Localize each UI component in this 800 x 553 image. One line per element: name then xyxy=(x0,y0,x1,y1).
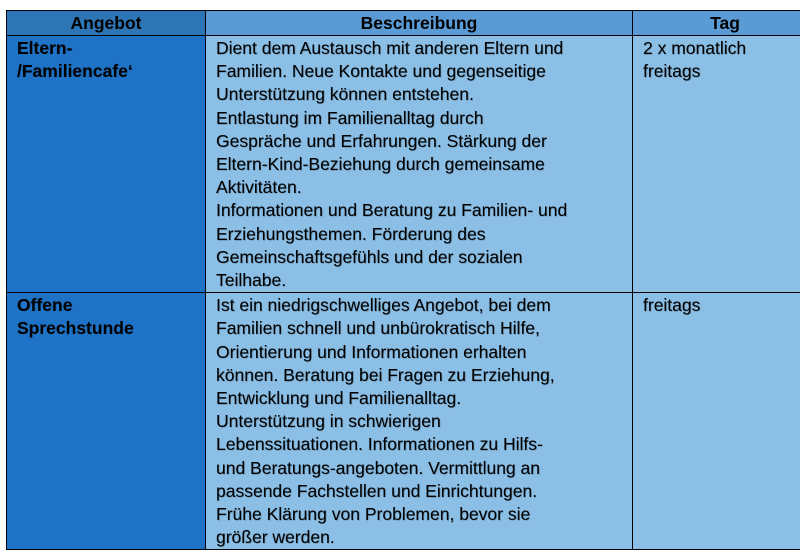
header-beschreibung: Beschreibung xyxy=(206,11,633,36)
description-line: Aktivitäten. xyxy=(216,177,302,198)
description-line: größer werden. xyxy=(216,527,335,548)
description-line: Entwicklung und Familienalltag. xyxy=(216,388,462,409)
header-tag: Tag xyxy=(633,11,800,36)
offer-day xyxy=(633,293,800,550)
offer-name xyxy=(7,36,206,293)
description-line: können. Beratung bei Fragen zu Erziehung, xyxy=(216,364,555,385)
offer-description xyxy=(206,293,633,550)
description-line: und Beratungs-angeboten. Vermittlung an xyxy=(216,457,540,478)
description-line: Gemeinschaftsgefühls und der sozialen xyxy=(216,246,523,267)
description-line: Orientierung und Informationen erhalten xyxy=(216,341,527,362)
header-row xyxy=(7,11,800,36)
description-line: Eltern-Kind-Beziehung durch gemeinsame xyxy=(216,154,545,175)
day-line: 2 x monatlich xyxy=(643,38,747,58)
description-line: Gespräche und Erfahrungen. Stärkung der xyxy=(216,130,547,151)
offer-name-line: Sprechstunde xyxy=(17,318,134,339)
description-line: Unterstützung können entstehen. xyxy=(216,84,474,105)
offers-table xyxy=(6,10,800,550)
description-line: Familien schnell und unbürokratisch Hilfe, xyxy=(216,318,540,339)
description-line: Informationen und Beratung zu Familien- und xyxy=(216,200,568,221)
offer-name-line: Offene xyxy=(17,295,73,316)
description-line: Teilhabe. xyxy=(216,270,287,291)
description-line: Dient dem Austausch mit anderen Eltern und xyxy=(216,38,564,58)
description-line: passende Fachstellen und Einrichtungen. xyxy=(216,480,538,501)
header-angebot: Angebot xyxy=(7,11,206,36)
offer-name xyxy=(7,293,206,550)
day-line: freitags xyxy=(643,295,701,316)
description-line: Frühe Klärung von Problemen, bevor sie xyxy=(216,504,531,525)
description-line: Unterstützung in schwierigen xyxy=(216,411,441,432)
description-line: Familien. Neue Kontakte und gegenseitige xyxy=(216,61,546,82)
offer-name-line: /Familiencafe‘ xyxy=(17,61,133,82)
day-line: freitags xyxy=(643,61,701,82)
offer-day xyxy=(633,36,800,293)
description-line: Lebenssituationen. Informationen zu Hilfs- xyxy=(216,434,543,455)
table-row xyxy=(7,293,800,550)
table-row xyxy=(7,36,800,293)
description-line: Entlastung im Familienalltag durch xyxy=(216,107,484,128)
description-line: Erziehungsthemen. Förderung des xyxy=(216,223,486,244)
offer-name-line: Eltern- xyxy=(17,38,73,58)
offer-description xyxy=(206,36,633,293)
description-line: Ist ein niedrigschwelliges Angebot, bei dem xyxy=(216,295,551,316)
